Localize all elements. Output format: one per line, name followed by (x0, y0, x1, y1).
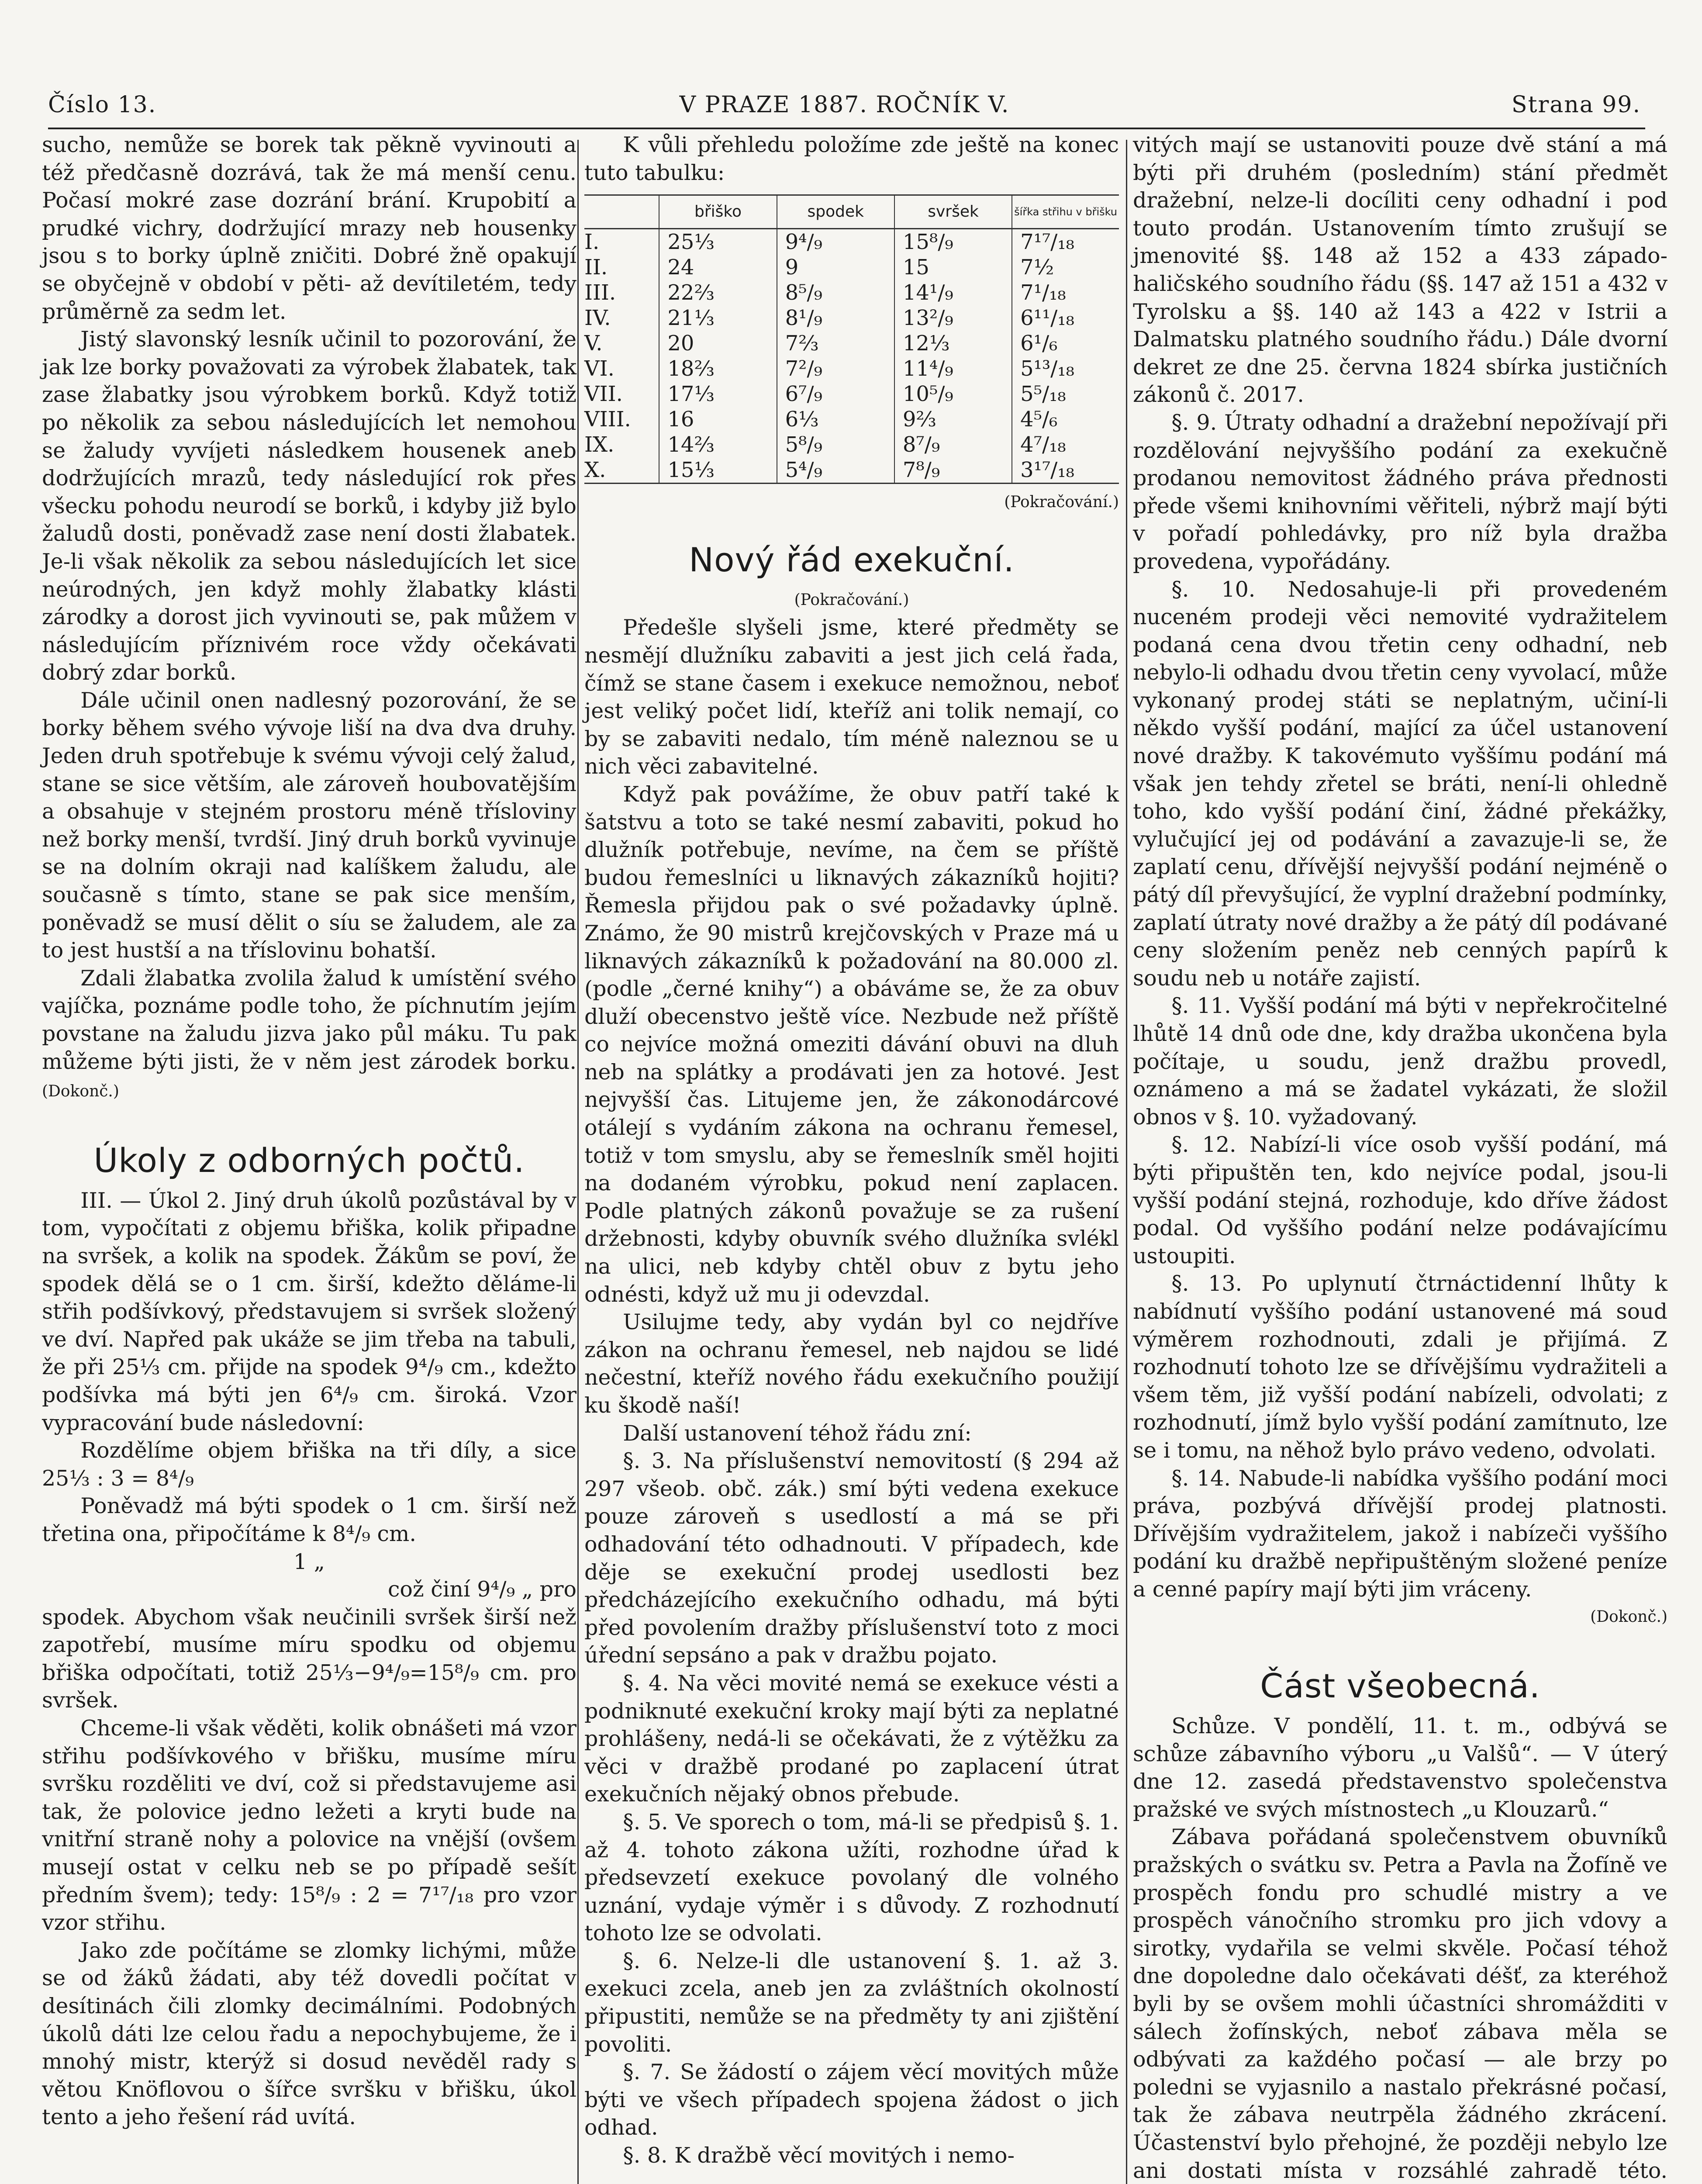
table-cell: 5⁴/₉ (777, 457, 894, 484)
table-cell: 18⅔ (659, 356, 777, 381)
table-cell: 6⁷/₉ (777, 381, 894, 407)
column-middle (584, 131, 1119, 2170)
paragraph: Jako zde počítáme se zlomky lichými, může se od žáků žádati, aby též dovedli počítat v desítinách čili zlomky decimálními. Podobných úkolů dáti lze celou řadu a nepochybujeme, že i mnohý mistr, kterýž si dosud nevěděl rady s větou Knöflovou o šířce svršku v břišku, úkol tento a jeho řešení rád uvítá. (42, 1938, 577, 2130)
table-row (584, 407, 1119, 432)
continued-note: (Pokračování.) (1004, 493, 1119, 511)
page-header (48, 87, 1641, 127)
table-cell: 7¹⁷/₁₈ (1012, 229, 1119, 255)
paragraph: §. 7. Se žádostí o zájem věcí movitých může býti ve všech případech spojena žádost o jich odhad. (584, 2060, 1119, 2140)
table-cell: IV. (584, 306, 611, 331)
table-cell: 25⅓ (659, 229, 777, 255)
section-heading: Část všeobecná. (1260, 1666, 1540, 1706)
table-row (584, 432, 1119, 457)
table-cell: 7¹/₁₈ (1012, 280, 1119, 305)
paragraph: §. 4. Na věci movité nemá se exekuce vésti a podniknuté exekuční kroky mají býti za neplatné prohlášeny, nedá-li se očekávati, že z výtěžku za věci v dražbě prodané po zaplacení útrat exekučních nějaký obnos přebude. (584, 1670, 1119, 1807)
column-divider (577, 140, 579, 2184)
paragraph: §. 10. Nedosahuje-li při provedeném nuceném prodeji věci nemovité vydražitelem podaná cena dvou třetin ceny odhadní, neb nebylo-li odhadu dvou třetin ceny vyvolací, může vykonaný prodej státi se neplatným, učiní-li někdo vyšší podání, mající za účel ustanovení nové dražby. K takovémuto vyššímu podání má však jen tehdy zřetel se bráti, není-li ohledně toho, kdo vyšší podání činí, žádné překážky, vylučující jej od podávání a zavazuje-li se, že zaplatí cenu, dřívější nejvyšší podání nejméně o pátý díl převyšující, že vyplní dražební podmínky, zaplatí útraty nové dražby a že pátý díl podávané ceny složením peněz neb cenných papírů k soudu neb u notáře zajistí. (1133, 577, 1667, 991)
table-cell: 4⁵/₆ (1012, 407, 1119, 432)
table-cell: 17⅓ (659, 381, 777, 407)
table-cell: 13²/₉ (894, 305, 1012, 331)
table-row (584, 255, 1119, 280)
table-row (584, 229, 1119, 255)
table-cell: 8⁵/₉ (777, 280, 894, 305)
paragraph: §. 3. Na příslušenství nemovitostí (§ 294 až 297 všeob. obč. zák.) smí býti vedena exekuce pouze zároveň s usedlostí a má se při odhadování této odhadnouti. V případech, kde děje se exekuční prodej usedlosti bez předcházejícího exekučního odhadu, má býti před povolením dražby příslušenství toto z moci úřední sepsáno a pak v dražbu pojato. (584, 1448, 1119, 1668)
table-row (584, 457, 1119, 484)
masthead-line: V PRAZE 1887. ROČNÍK V. (679, 92, 1010, 118)
paragraph: Poněvadž má býti spodek o 1 cm. širší než třetina ona, připočítáme k 8⁴/₉ cm. (42, 1493, 577, 1546)
paragraph: Schůze. V pondělí, 11. t. m., odbývá se schůze zábavního výboru „u Valšů“. — V úterý dne 12. zasedá představenstvo společenstva pražské ve svých místnostech „u Klouzarů.“ (1133, 1714, 1667, 1822)
paragraph: §. 9. Útraty odhadní a dražební nepožívají při rozdělování nejvyššího podání za exekučně prodanou nemovitost žádného práva přednosti přede všemi knihovními věřiteli, nýbrž mají býti v pořadí pohledávky, pro níž byla dražba provedena, vypořádány. (1133, 410, 1667, 574)
paragraph: §. 14. Nabude-li nabídka vyššího podání moci práva, pozbývá dřívější prodej platnosti. Dřívějším vydražitelem, jakož i nabízeči vyššího podání ku dražbě nepřipuštěným složené peníze a cenné papíry mají býti jim vráceny. (1133, 1465, 1667, 1602)
table-header (584, 195, 659, 229)
paragraph: §. 8. K dražbě věcí movitých i nemo- (623, 2143, 1015, 2168)
table-row (584, 331, 1119, 356)
table-cell: 5⁵/₁₈ (1012, 381, 1119, 407)
paragraph: Další ustanovení téhož řádu zní: (623, 1420, 972, 1446)
issue-number: Číslo 13. (48, 92, 157, 118)
table-cell: 14¹/₉ (894, 280, 1012, 305)
paragraph: Usilujme tedy, aby vydán byl co nejdříve zákon na ochranu řemesel, neb najdou se lidé nečestní, kteříž nového řádu exekučního použijí ku škodě naší! (584, 1310, 1119, 1418)
table-cell: 8⁷/₉ (894, 432, 1012, 457)
paragraph: sucho, nemůže se borek tak pěkně vyvinouti a též předčasně dozrává, tak že má menší cenu. Počasí mokré zase dozrání brání. Krupobití a prudké vichry, dodržující mrazy neb housenky jsou s to borky úplně zničiti. Dobré žně opakují se obyčejně v období v pěti- až devítiletém, tedy průměrně za sedm let. (42, 132, 577, 324)
paragraph: §. 11. Vyšší podání má býti v nepřekročitelné lhůtě 14 dnů ode dne, kdy dražba ukončena byla počítaje, u soudu, jenž dražbu provedl, oznámeno a má se žadatel vykázati, že složil obnos v §. 10. vyžadovaný. (1133, 993, 1667, 1130)
table-header-row (584, 195, 1119, 229)
table-header: svršek (894, 195, 1012, 229)
table-cell: 9 (777, 255, 894, 280)
paragraph: Chceme-li však věděti, kolik obnášeti má vzor střihu podšívkového v břišku, musíme míru svršku rozděliti ve dví, což si představujeme asi tak, že polovice jedno ležeti a kryti bude na vnitřní straně nohy a polovice na vnější (ovšem musejí ostat v celku neb se po případě sešít předním švem); tedy: 15⁸/₉ : 2 = 7¹⁷/₁₈ pro vzor vzor střihu. (42, 1716, 577, 1935)
table-cell: 20 (659, 331, 777, 356)
table-cell: 8¹/₉ (777, 305, 894, 331)
header-rule (48, 128, 1645, 129)
table-cell: 10⁵/₉ (894, 381, 1012, 407)
to-be-concluded-note: (Dokonč.) (1590, 1608, 1667, 1626)
table-cell: 11⁴/₉ (894, 356, 1012, 381)
table-row (584, 381, 1119, 407)
paragraph: §. 12. Nabízí-li více osob vyšší podání, má býti připuštěn ten, kdo nejvíce podal, jsou-li vyšší podání stejná, rozhoduje, kdo dříve žádost podal. Od vyššího podání nelze podávajícímu ustoupiti. (1133, 1132, 1667, 1268)
column-left (42, 131, 577, 2131)
table-cell: 24 (659, 255, 777, 280)
sum-line: 1 „ (293, 1549, 325, 1574)
section-subnote: (Pokračování.) (794, 591, 909, 609)
paragraph-text: Zdali žlabatka zvolila žalud k umístění svého vajíčka, poznáme podle toho, že píchnutím jejím povstane na žaludu jizva jako půl máku. Tu pak můžeme býti jisti, že v něm jest zárodek borku. (42, 965, 577, 1074)
paragraph: Zábava pořádaná společenstvem obuvníků pražských o svátku sv. Petra a Pavla na Žofíně ve prospěch fondu pro schudlé mistry a ve prospěch vánočního stromku pro jich vdovy a sirotky, vydařila se velmi skvěle. Počasí téhož dne dopoledne dalo očekávati déšť, za kteréhož byli by se ovšem mohli účastníci shromážditi v sálech žofínských, neboť zábava měla se odbývati za každého počasí — ale brzy po poledni se vyjasnilo a nastalo překrásné počasí, tak že zábava neutrpěla žádného zkrácení. Účastenství bylo přehojné, že později nebylo lze ani dostati místa v rozsáhlé zahradě této. (1133, 1825, 1667, 2183)
paragraph: §. 5. Ve sporech o tom, má-li se předpisů §. 1. až 4. tohoto zákona užíti, rozhodne úřad k předsevzetí exekuce povolaný dle volného uznání, vydaje výměr i s důvody. Z rozhodnutí tohoto lze se odvolati. (584, 1809, 1119, 1946)
section-heading: Nový řád exekuční. (689, 540, 1015, 579)
table-cell: 15⅓ (659, 457, 777, 484)
table-cell: 21⅓ (659, 305, 777, 331)
table-cell: I. (584, 230, 600, 255)
measurement-table (584, 194, 1119, 484)
table-cell: 6⅓ (777, 407, 894, 432)
table-cell: III. (584, 280, 616, 305)
table-cell: 3¹⁷/₁₈ (1012, 457, 1119, 484)
section-heading: Úkoly z odborných počtů. (93, 1140, 525, 1180)
table-cell: 7⅔ (777, 331, 894, 356)
table-cell: 5¹³/₁₈ (1012, 356, 1119, 381)
paragraph: Rozdělíme objem břiška na tři díly, a sice 25⅓ : 3 = 8⁴/₉ (42, 1438, 577, 1491)
table-cell: 9⅔ (894, 407, 1012, 432)
table-header: šířka střihu v břišku (1012, 195, 1119, 229)
table-cell: 9⁴/₉ (777, 229, 894, 255)
table-row (584, 305, 1119, 331)
table-cell: II. (584, 255, 608, 280)
table-cell: V. (584, 331, 603, 356)
table-cell: 22⅔ (659, 280, 777, 305)
table-cell: IX. (584, 432, 615, 457)
table-header: spodek (777, 195, 894, 229)
table-cell: 6¹/₆ (1012, 331, 1119, 356)
column-divider (1126, 140, 1127, 2184)
table-cell: 15 (894, 255, 1012, 280)
table-row (584, 356, 1119, 381)
paragraph: Jistý slavonský lesník učinil to pozorování, že jak lze borky považovati za výrobek žlabatek, tak zase žlabatky jsou výrobkem borků. Když totiž po několik za sebou následujících let nemohou se žaludy vyvíjeti následkem housenek aneb dodržujících mrazů, tedy následující rok přes všecku pohodu neurodí se borků, i kdyby již bylo žaludů dosti, poněvadž zase není dosti žlabatek. Je-li však několik za sebou následujících let sice neúrodných, jen když mohly žlabatky klásti zárodky a dorost jich vyvinouti se, pak můžem v následujícím příznivém roce vždy očekávati dobrý zdar borků. (42, 327, 577, 685)
table-cell: X. (584, 457, 659, 484)
paragraph: §. 6. Nelze-li dle ustanovení §. 1. až 3. exekuci zcela, aneb jen za zvláštních okolností připustiti, nemůže se na předměty ty ani zjištění povoliti. (584, 1948, 1119, 2057)
paragraph: K vůli přehledu položíme zde ještě na konec tuto tabulku: (584, 132, 1119, 185)
paragraph: §. 13. Po uplynutí čtrnáctidenní lhůty k nabídnutí vyššího podání ustanovené má soud výměrem rozhodnouti, zdali je přijímá. Z rozhodnutí tohoto lze se dřívějšímu vydražiteli a všem těm, již vyšší podání nabízeli, odvolati; z rozhodnutí, jímž bylo vyšší podání zamítnuto, lze se i tomu, na něhož bylo právo vedeno, odvolati. (1133, 1271, 1667, 1463)
paragraph: spodek. Abychom však neučinili svršek širší než zapotřebí, musíme míru spodku od objemu břiška odpočítati, totiž 25⅓−9⁴/₉=15⁸/₉ cm. pro svršek. (42, 1604, 577, 1713)
paragraph: Předešle slyšeli jsme, které předměty se nesmějí dlužníku zabaviti a jest jich celá řada, čímž se stane časem i exekuce nemožnou, neboť jest veliký počet lidí, kteříž ani tolik nemají, co by se zabaviti nedalo, tím méně naleznou se u nich věci zabavitelné. (584, 615, 1119, 779)
table-cell: 7²/₉ (777, 356, 894, 381)
paragraph (42, 964, 577, 1106)
table-cell: 7½ (1012, 255, 1119, 280)
table-cell: VI. (584, 356, 615, 381)
table-cell: 7⁸/₉ (894, 457, 1012, 484)
column-right (1133, 131, 1667, 2184)
paragraph: Dále učinil onen nadlesný pozorování, že se borky během svého vývoje liší na dva dva druhy. Jeden druh spotřebuje k svému vývoji celý žalud, stane se sice větším, ale zároveň houbovatějším a obsahuje v stejném prostoru méně tříslovinу než borky menší, tvrdší. Jiný druh borků vyvinuje se na dolním okraji nad kalíškem žaludu, ale současně s tímto, stane se pak sice menším, poněvadž se musí dělit o síu se žaludem, ale za to jest hustší a na tříslovinu bohatší. (42, 688, 577, 963)
to-be-concluded-note: (Dokonč.) (42, 1082, 119, 1101)
paragraph: Když pak povážíme, že obuv patří také k šatstvu a toto se také nesmí zabaviti, pokud ho dlužník potřebuje, nevíme, na čem se příště budou řemeslníci u liknavých zákazníků hojiti? Řemesla přijdou pak o své požadavky úplně. Známo, že 90 mistrů krejčovských v Praze má u liknavých zákazníků k požadování na 80.000 zl. (podle „černé knihy“) a obáváme se, že za obuv dluží obecenstvo ještě více. Nezbude než příště co nejvíce možná omeziti dávání obuvi na dluh neb na splátky a prodávati jen za hotové. Jest nejvyšší čas. Litujeme jen, že zákonodárcové otálejí s vydáním zákona na ochranu řemesel, totiž v tom smyslu, aby se řemeslník směl hojiti na dodaném výrobku, pokud není zaplacen. Podle platných zákonů považuje se za rušení držebnosti, kdyby obuvník svého dlužníka svlékl na ulici, neb kdyby chtěl obuv z bytu jeho odnésti, když už mu ji odevzdal. (584, 781, 1119, 1307)
table-cell: VII. (584, 382, 623, 407)
table-cell: 12⅓ (894, 331, 1012, 356)
paragraph: III. — Úkol 2. Jiný druh úkolů pozůstával by v tom, vypočítati z objemu břiška, kolik připadne na svršek, a kolik na spodek. Žákům se poví, že spodek dělá se o 1 cm. širší, kdežto děláme-li střih podšívkový, představujem si svršek složený ve dví. Napřed pak ukáže se jim třeba na tabuli, že při 25⅓ cm. přijde na spodek 9⁴/₉ cm., kdežto podšívka má býti jen 6⁴/₉ cm. široká. Vzor vypracování bude následovní: (42, 1188, 577, 1435)
table-cell: 6¹¹/₁₈ (1012, 305, 1119, 331)
table-cell: 5⁸/₉ (777, 432, 894, 457)
table-header: břiško (659, 195, 777, 229)
table-cell: 16 (659, 407, 777, 432)
table-cell: 4⁷/₁₈ (1012, 432, 1119, 457)
sum-result: což činí 9⁴/₉ „ pro (387, 1577, 577, 1602)
table-cell: 14⅔ (659, 432, 777, 457)
page-number: Strana 99. (1511, 92, 1641, 118)
table-cell: 15⁸/₉ (894, 229, 1012, 255)
paragraph: vitých mají se ustanoviti pouze dvě stání a má býti při druhém (posledním) stání předmět dražební, nelze-li docíliti ceny odhadní i pod touto prodán. Ustanovením tímto zrušují se jmenovité §§. 148 až 152 a 433 západo-haličského soudního řádu (§§. 147 až 151 a 432 v Tyrolsku a §§. 140 až 143 a 422 v Istrii a Dalmatsku platného soudního řádu.) Dále dvorní dekret ze dne 25. června 1824 sbírka justičních zákonů č. 2017. (1133, 132, 1667, 408)
table-cell: VIII. (584, 407, 631, 432)
table-row (584, 280, 1119, 305)
